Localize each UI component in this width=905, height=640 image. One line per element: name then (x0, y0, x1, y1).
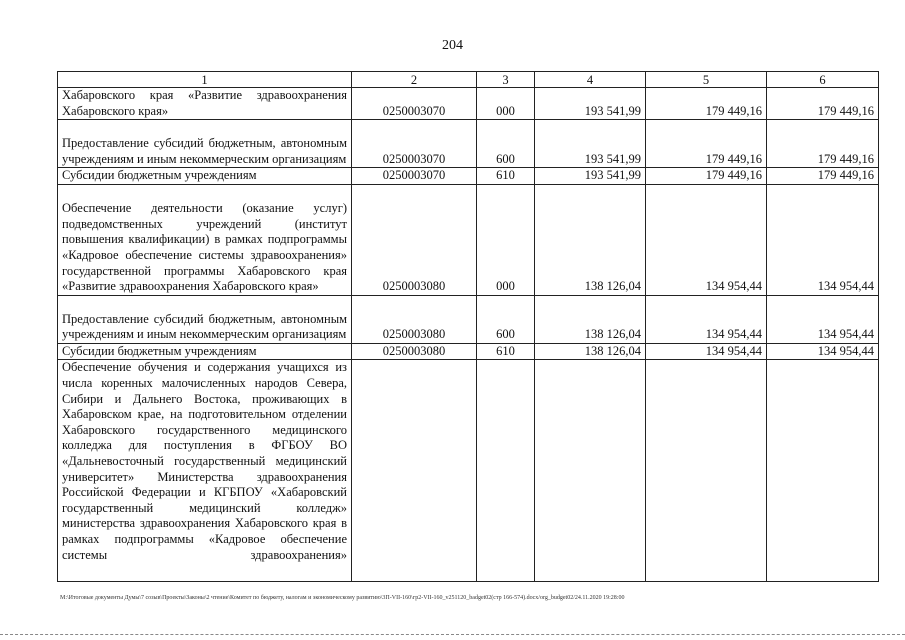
row-value-col5: 134 954,44 (646, 295, 767, 343)
row-value-col4: 193 541,99 (535, 120, 646, 168)
row-description: Обеспечение обучения и содержания учащихся из числа коренных малочисленных народов Севера, Сибири и Дальнего Востока, проживающих в Хабаровском крае, на подготовительном отделении Хабаровского государственного медицинского колледжа для поступления в ФГБОУ ВО «Дальневосточный государственный медицинский университет» Министерства здравоохранения Российской Федерации и КГБПОУ «Хабаровский государственный медицинский колледж» министерства здравоохранения Хабаровского края в рамках подпрограммы «Кадровое обеспечение системы здравоохранения» (58, 360, 352, 582)
column-header: 3 (477, 72, 535, 88)
row-value-col6: 134 954,44 (767, 343, 879, 360)
row-value-col5: 179 449,16 (646, 168, 767, 185)
row-value-col4: 138 126,04 (535, 184, 646, 295)
table-row (58, 88, 879, 120)
row-value-col6: 179 449,16 (767, 168, 879, 185)
row-value-col6: 179 449,16 (767, 88, 879, 120)
row-value-col4: 138 126,04 (535, 343, 646, 360)
column-header: 4 (535, 72, 646, 88)
row-description: Предоставление субсидий бюджетным, автономным учреждениям и иным некоммерческим организациям (58, 295, 352, 343)
table-row (58, 343, 879, 360)
row-expense-type: 600 (477, 120, 535, 168)
table-row (58, 360, 879, 582)
row-value-col6: 134 954,44 (767, 295, 879, 343)
row-value-col4: 193 541,99 (535, 88, 646, 120)
table-row (58, 168, 879, 185)
page-number: 204 (442, 38, 463, 53)
row-value-col5: 134 954,44 (646, 184, 767, 295)
row-target-code (352, 360, 477, 582)
row-description: Хабаровского края «Развитие здравоохранения Хабаровского края» (58, 88, 352, 120)
row-target-code: 0250003070 (352, 88, 477, 120)
row-value-col6: 134 954,44 (767, 184, 879, 295)
column-header: 2 (352, 72, 477, 88)
table-row (58, 120, 879, 168)
page-bottom-divider (0, 634, 905, 635)
row-expense-type: 000 (477, 184, 535, 295)
table-row (58, 295, 879, 343)
row-target-code: 0250003070 (352, 168, 477, 185)
row-expense-type: 600 (477, 295, 535, 343)
column-header: 5 (646, 72, 767, 88)
row-value-col6 (767, 360, 879, 582)
row-expense-type: 610 (477, 343, 535, 360)
column-header: 6 (767, 72, 879, 88)
row-value-col6: 179 449,16 (767, 120, 879, 168)
table-header-row (58, 72, 879, 88)
row-value-col5 (646, 360, 767, 582)
row-value-col4 (535, 360, 646, 582)
row-target-code: 0250003070 (352, 120, 477, 168)
row-value-col5: 179 449,16 (646, 120, 767, 168)
column-header: 1 (58, 72, 352, 88)
row-description: Субсидии бюджетным учреждениям (58, 168, 352, 185)
row-expense-type: 000 (477, 88, 535, 120)
table-row (58, 184, 879, 295)
row-target-code: 0250003080 (352, 184, 477, 295)
row-expense-type (477, 360, 535, 582)
row-value-col4: 138 126,04 (535, 295, 646, 343)
row-description: Предоставление субсидий бюджетным, автономным учреждениям и иным некоммерческим организациям (58, 120, 352, 168)
row-target-code: 0250003080 (352, 343, 477, 360)
row-description: Субсидии бюджетным учреждениям (58, 343, 352, 360)
row-value-col5: 134 954,44 (646, 343, 767, 360)
row-expense-type: 610 (477, 168, 535, 185)
budget-table (57, 71, 879, 582)
row-value-col4: 193 541,99 (535, 168, 646, 185)
row-description: Обеспечение деятельности (оказание услуг) подведомственных учреждений (институт повышения квалификации) в рамках подпрограммы «Кадровое обеспечение системы здравоохранения» государственной программы Хабаровского края «Развитие здравоохранения Хабаровского края» (58, 184, 352, 295)
row-value-col5: 179 449,16 (646, 88, 767, 120)
document-path-footer: M:\Итоговые документы Думы\7 созыв\Проекты\Законы\2 чтение\Комитет по бюджету, налогам и экономическому развитию\3П-VII-160\гр2-VII-160_v251120_badget02(стр 166-574).docx/org_budget02/24.11.2020 19:28:00 (60, 595, 625, 601)
row-target-code: 0250003080 (352, 295, 477, 343)
